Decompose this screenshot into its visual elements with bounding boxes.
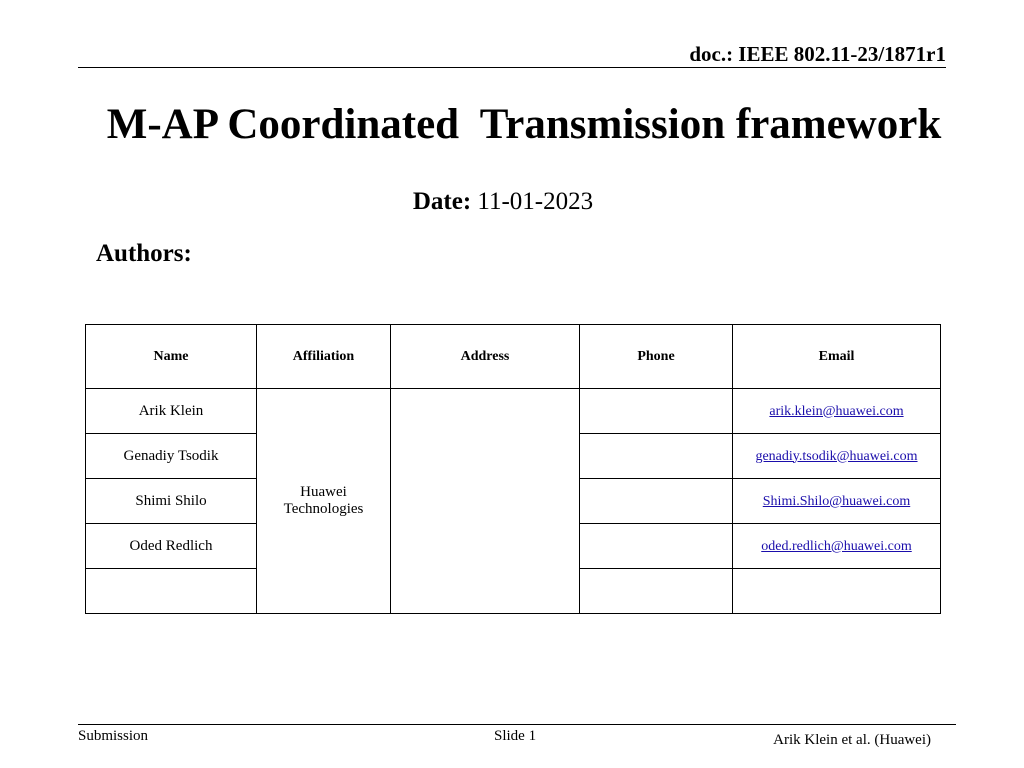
author-name xyxy=(86,569,257,614)
footer-divider xyxy=(78,724,956,725)
author-phone xyxy=(580,569,733,614)
author-email-cell xyxy=(733,389,941,434)
column-header-phone: Phone xyxy=(580,325,733,389)
author-name: Oded Redlich xyxy=(86,524,257,569)
authors-table xyxy=(85,324,941,614)
footer-authors: Arik Klein et al. (Huawei) xyxy=(773,732,931,748)
author-email-cell xyxy=(733,434,941,479)
date-value: 11-01-2023 xyxy=(471,188,594,215)
author-phone xyxy=(580,479,733,524)
authors-heading: Authors: xyxy=(96,240,192,267)
slide-title: M-AP Coordinated Transmission framework xyxy=(106,101,942,148)
table-header-row xyxy=(86,325,941,389)
author-email-cell xyxy=(733,479,941,524)
column-header-email: Email xyxy=(733,325,941,389)
column-header-address: Address xyxy=(391,325,580,389)
email-link[interactable]: genadiy.tsodik@huawei.com xyxy=(755,448,918,464)
author-phone xyxy=(580,389,733,434)
date-label: Date: xyxy=(412,188,472,215)
author-phone xyxy=(580,434,733,479)
date-line xyxy=(0,188,1006,216)
author-address xyxy=(391,389,580,614)
author-affiliation: Huawei Technologies xyxy=(257,389,391,614)
author-email-cell xyxy=(733,569,941,614)
column-header-affiliation: Affiliation xyxy=(257,325,391,389)
author-phone xyxy=(580,524,733,569)
footer-slide-number: Slide 1 xyxy=(494,728,537,744)
author-name: Arik Klein xyxy=(86,389,257,434)
author-name: Genadiy Tsodik xyxy=(86,434,257,479)
email-link[interactable]: arik.klein@huawei.com xyxy=(769,403,904,419)
email-link[interactable]: Shimi.Shilo@huawei.com xyxy=(762,493,911,509)
author-name: Shimi Shilo xyxy=(86,479,257,524)
header-divider xyxy=(78,67,946,68)
column-header-name: Name xyxy=(86,325,257,389)
author-email-cell xyxy=(733,524,941,569)
table-row xyxy=(86,389,941,434)
document-id: doc.: IEEE 802.11-23/1871r1 xyxy=(689,42,946,66)
footer-submission: Submission xyxy=(78,728,149,744)
email-link[interactable]: oded.redlich@huawei.com xyxy=(761,538,912,554)
